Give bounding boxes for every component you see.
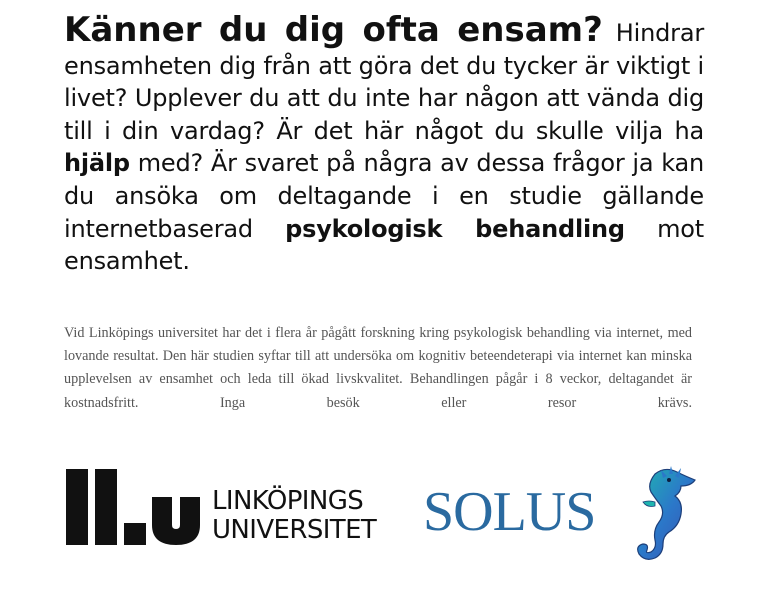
- lead-bold-help: hjälp: [64, 149, 130, 178]
- recruitment-lead-text: [64, 10, 704, 278]
- lead-part-1: Hindrar ensamheten dig från att göra det du tycker är viktigt i livet? Upplever du att du inte har någon att vända dig till i din vardag? Är det här något du skulle vilja ha: [64, 19, 704, 145]
- liu-logo-mark: [64, 467, 202, 547]
- solus-logo: [423, 466, 703, 566]
- solus-wordmark: SOLUS: [423, 481, 596, 543]
- study-description: Vid Linköpings universitet har det i flera år pågått forskning kring psykologisk behandling via internet, med lovande resultat. Den här studien syftar till att undersöka om kognitiv beteendeterapi via internet kan minska upplevelsen av ensamhet och leda till ökad livskvalitet. Behandlingen pågår i 8 veckor, deltagandet är kostnadsfritt. Inga besök eller resor krävs.: [64, 325, 692, 411]
- liu-wordmark: [212, 487, 376, 545]
- liu-wordmark-line-2: UNIVERSITET: [212, 515, 377, 545]
- lead-bold-treatment: psykologisk behandling: [285, 214, 625, 243]
- liu-logo: [64, 467, 384, 549]
- lead-part-2: med? Är svaret på några av dessa frågor ja kan du ansöka om deltagande i en studie gällande internetbaserad: [64, 149, 704, 243]
- headline: Känner du dig ofta ensam?: [64, 10, 603, 50]
- lead-part-3: mot ensamhet.: [64, 214, 704, 276]
- seahorse-icon: [625, 466, 699, 564]
- liu-wordmark-line-1: LINKÖPINGS: [212, 486, 364, 516]
